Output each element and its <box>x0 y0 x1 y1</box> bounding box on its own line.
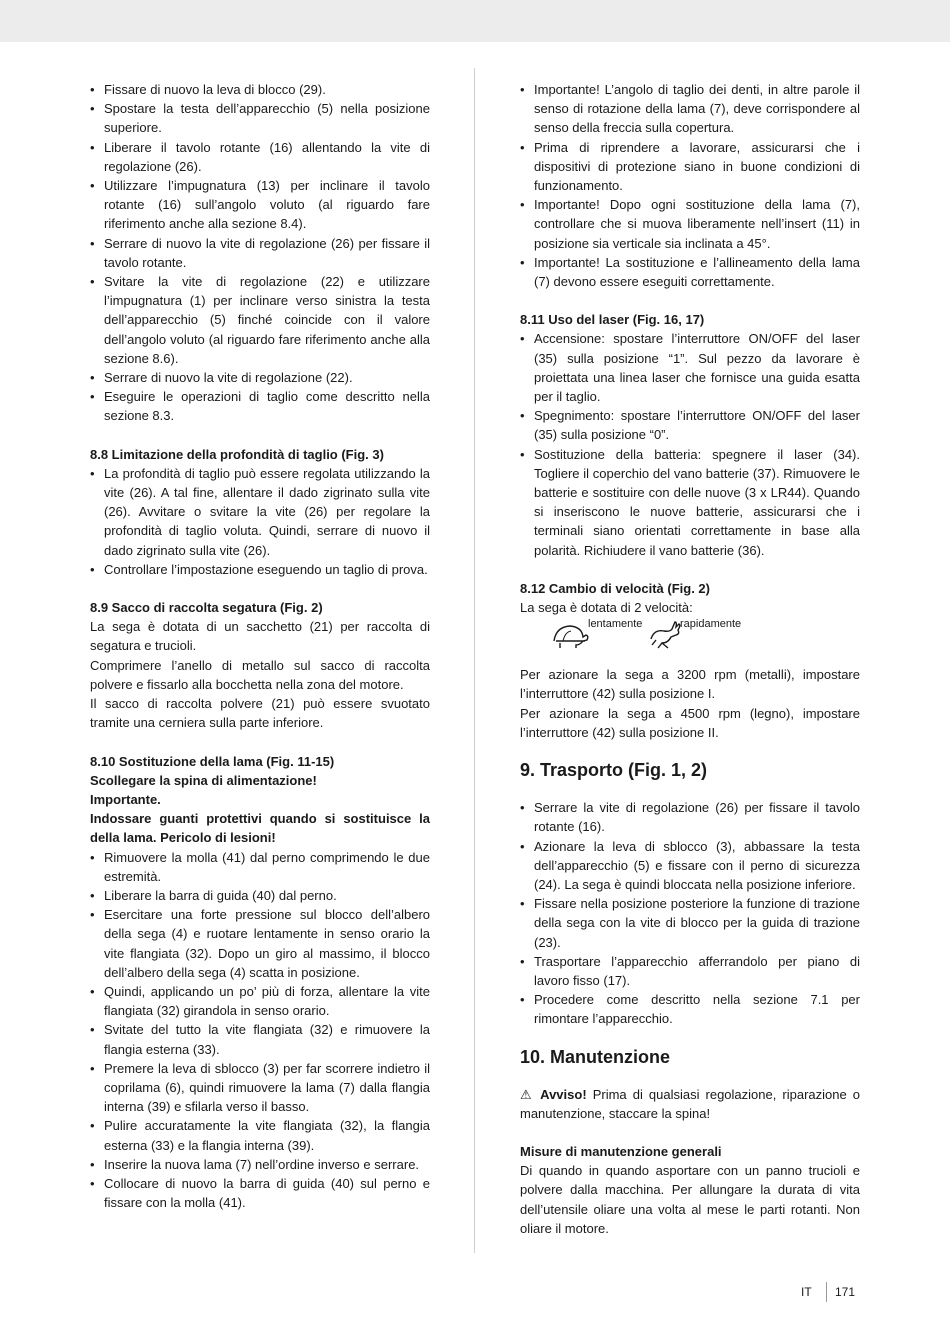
list-item: • Liberare il tavolo rotante (16) allentando la vite di regolazione (26). <box>90 138 430 176</box>
paragraph: Comprimere l’anello di metallo sul sacco di raccolta polvere e fissarlo alla bocchetta nella zona del motore. <box>90 657 430 692</box>
section-9-list <box>520 798 860 1028</box>
list-item: • Importante! Dopo ogni sostituzione della lama (7), controllare che si muova liberamente nell’insert (11) in posizione sia verticale sia inclinata a 45°. <box>520 195 860 253</box>
list-item: • Accensione: spostare l’interruttore ON/OFF del laser (35) sulla posizione “1”. Sul pezzo da lavorare è proiettata una linea laser che fornisce una guida esatta per il taglio. <box>520 329 860 406</box>
left-column <box>90 80 430 1212</box>
list-item: • Serrare di nuovo la vite di regolazione (22). <box>90 368 430 387</box>
paragraph: La sega è dotata di 2 velocità: <box>520 600 693 616</box>
list-item: • Sostituzione della batteria: spegnere il laser (34). Togliere il coperchio del vano batterie (37). Rimuovere le batterie e sostituire con delle nuove (3 x LR44). Quando si inseriscono le nuove batterie, assicurarsi che i terminali siano orientati correttamente in base alla polarità. Richiudere il vano batterie (36). <box>520 445 860 560</box>
top-bar <box>0 0 950 42</box>
paragraph: Il sacco di raccolta polvere (21) può essere svuotato tramite una cerniera sulla parte inferiore. <box>90 696 430 731</box>
list-item: • Liberare la barra di guida (40) dal perno. <box>90 886 430 905</box>
list-item: • Spostare la testa dell’apparecchio (5) nella posizione superiore. <box>90 99 430 137</box>
footer-separator <box>826 1282 827 1302</box>
list-item: • Eseguire le operazioni di taglio come descritto nella sezione 8.3. <box>90 387 430 425</box>
speed-slow-label: lentamente <box>588 618 643 631</box>
list-item: • Serrare di nuovo la vite di regolazione (26) per fissare il tavolo rotante. <box>90 234 430 272</box>
list-item: • Azionare la leva di sblocco (3), abbassare la testa dell’apparecchio (5) e fissare con il perno di sicurezza (24). La sega è quindi bloccata nella posizione inferiore. <box>520 837 860 895</box>
section-10-title: 10. Manutenzione <box>520 1046 671 1067</box>
section-8-9-title: 8.9 Sacco di raccolta segatura (Fig. 2) <box>90 600 323 616</box>
list-item: • Procedere come descritto nella sezione 7.1 per rimontare l’apparecchio. <box>520 990 860 1028</box>
warning-text: Prima di qualsiasi regolazione, riparazione o manutenzione, staccare la spina! <box>520 1086 860 1121</box>
section-9-title: 9. Trasporto (Fig. 1, 2) <box>520 760 708 781</box>
list-item: • Prima di riprendere a lavorare, assicurarsi che i dispositivi di protezione siano in buone condizioni di funzionamento. <box>520 138 860 196</box>
list-item: • Trasportare l’apparecchio afferrandolo per piano di lavoro fisso (17). <box>520 952 860 990</box>
rabbit-icon <box>648 621 682 649</box>
left-list-1 <box>90 80 430 426</box>
list-item: • Importante! L’angolo di taglio dei denti, in altre parole il senso di rotazione della lama (7), deve corrispondere al senso della freccia sulla copertura. <box>520 80 860 138</box>
turtle-icon <box>550 621 590 649</box>
page-number: 171 <box>835 1285 856 1299</box>
warning-label: Avviso! <box>540 1086 587 1102</box>
list-item: • Rimuovere la molla (41) dal perno comprimendo le due estremità. <box>90 848 430 886</box>
section-8-11-list <box>520 329 860 559</box>
list-item: • Utilizzare l’impugnatura (13) per inclinare il tavolo rotante (16) sull’angolo voluto (al riguardo fare riferimento anche alla sezione 8.4). <box>90 176 430 234</box>
speed-fast-label: rapidamente <box>680 618 742 631</box>
list-item: • Serrare la vite di regolazione (26) per fissare il tavolo rotante (16). <box>520 798 860 836</box>
list-item: • Fissare di nuovo la leva di blocco (29). <box>90 80 430 99</box>
list-item: • Quindi, applicando un po’ più di forza, allentare la vite flangiata (32) girandola in senso orario. <box>90 982 430 1020</box>
list-item: • Controllare l’impostazione eseguendo un taglio di prova. <box>90 560 430 579</box>
section-8-8-list <box>90 464 430 579</box>
list-item: • Svitare la vite di regolazione (22) e utilizzare l’impugnatura (1) per inclinare verso sinistra la testa dell’apparecchio (5) finché coincide con il valore dell’angolo voluto (al riguardo fare riferimento anche alla sezione 8.6). <box>90 272 430 368</box>
right-column <box>520 80 860 1238</box>
list-item: • Fissare nella posizione posteriore la funzione di trazione della sega con la vite di blocco per la guida di trazione (23). <box>520 894 860 952</box>
list-item: • Premere la leva di sblocco (3) per far scorrere indietro il coprilama (6), quindi rimuovere la lama (7) dalla flangia interna (39) e sfilarla verso il basso. <box>90 1059 430 1117</box>
paragraph: La sega è dotata di un sacchetto (21) per raccolta di segatura e trucioli. <box>90 619 430 654</box>
list-item: • Inserire la nuova lama (7) nell’ordine inverso e serrare. <box>90 1155 430 1174</box>
footer-language: IT <box>801 1285 812 1299</box>
column-divider <box>474 68 475 1253</box>
warning-text: Importante. <box>90 791 161 807</box>
paragraph: Di quando in quando asportare con un panno trucioli e polvere dalla macchina. Per allungare la durata di vita dell’utensile oliare una volta al mese le parti rotanti. Non oliare il motore. <box>520 1163 860 1236</box>
list-item: • Pulire accuratamente la vite flangiata (32), la flangia esterna (33) e la flangia interna (39). <box>90 1116 430 1154</box>
section-8-10-list <box>90 848 430 1213</box>
section-8-11-title: 8.11 Uso del laser (Fig. 16, 17) <box>520 312 705 328</box>
list-item: • La profondità di taglio può essere regolata utilizzando la vite (26). A tal fine, allentare il dado zigrinato sulla vite (26). Avvitare o svitare la vite (26) per regolare la profondità di taglio voluta. Quindi, serrare di nuovo il dado zigrinato sulla vite (26). <box>90 464 430 560</box>
section-8-12-title: 8.12 Cambio di velocità (Fig. 2) <box>520 580 710 596</box>
list-item: • Collocare di nuovo la barra di guida (40) sul perno e fissare con la molla (41). <box>90 1174 430 1212</box>
maintenance-subtitle: Misure di manutenzione generali <box>520 1143 722 1159</box>
paragraph: Per azionare la sega a 3200 rpm (metalli), impostare l’interruttore (42) sulla posizione I. <box>520 667 860 702</box>
section-8-10-title: 8.10 Sostituzione della lama (Fig. 11-15) <box>90 753 335 769</box>
list-item: • Svitate del tutto la vite flangiata (32) e rimuovere la flangia esterna (33). <box>90 1020 430 1058</box>
speed-icons <box>550 617 860 665</box>
warning-icon: ⚠ <box>520 1086 535 1102</box>
warning-text: Indossare guanti protettivi quando si sostituisce la della lama. Pericolo di lesioni! <box>90 811 430 846</box>
warning-paragraph <box>520 1085 860 1123</box>
list-item: • Importante! La sostituzione e l’allineamento della lama (7) devono essere eseguiti correttamente. <box>520 253 860 291</box>
section-8-8-title: 8.8 Limitazione della profondità di taglio (Fig. 3) <box>90 446 384 462</box>
list-item: • Spegnimento: spostare l’interruttore ON/OFF del laser (35) sulla posizione “0”. <box>520 406 860 444</box>
right-list-1 <box>520 80 860 291</box>
paragraph: Per azionare la sega a 4500 rpm (legno), impostare l’interruttore (42) sulla posizione II. <box>520 705 860 740</box>
warning-text: Scollegare la spina di alimentazione! <box>90 772 317 788</box>
list-item: • Esercitare una forte pressione sul blocco dell’albero della sega (4) e ruotare lentamente in senso orario la vite flangiata (32). Dopo un giro al massimo, il blocco dell’albero della sega (4) scatta in posizione. <box>90 905 430 982</box>
